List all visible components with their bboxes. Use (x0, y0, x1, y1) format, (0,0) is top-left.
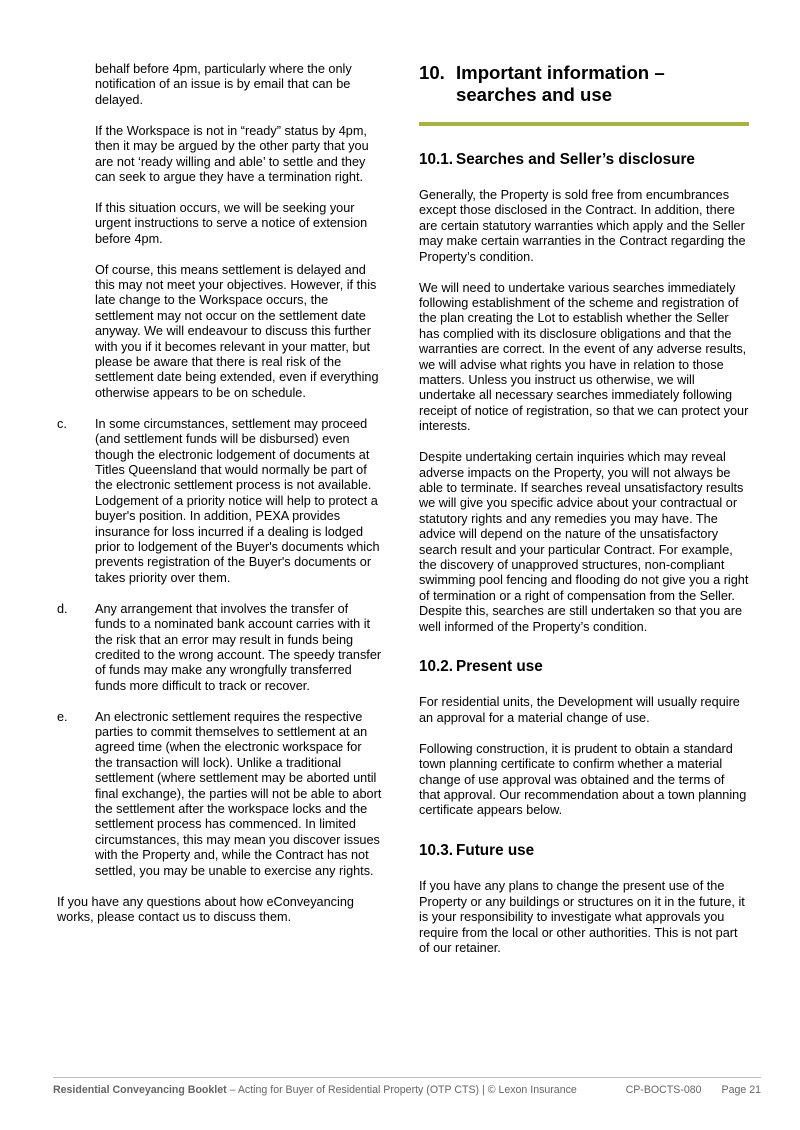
paragraph: If this situation occurs, we will be seeking your urgent instructions to serve a notice of extension before 4pm. (95, 200, 368, 246)
list-item (57, 417, 382, 586)
right-column (419, 62, 749, 972)
paragraph: behalf before 4pm, particularly where the only notification of an issue is by email that can be delayed. (95, 62, 352, 107)
paragraph: Despite undertaking certain inquiries which may reveal adverse impacts on the Property, you will not always be able to terminate. If searches reveal unsatisfactory results we will give you specific advice about your contractual or statutory rights and any remedies you may have. The advice will depend on the nature of the unsatisfactory search result and your particular Contract. For example, the discovery of unapproved structures, non-compliant swimming pool fencing and flooding do not give you a right of termination or a right of compensation from the Seller. Despite this, searches are still undertaken so that you are well informed of the Property’s condition. (419, 450, 749, 634)
subsection-number: 10.1. (419, 151, 454, 168)
paragraph: Generally, the Property is sold free from encumbrances except those disclosed in the Contract. In addition, there are certain statutory warranties which apply and the Seller may make certain warranties in the Contract regarding the Property’s condition. (419, 188, 746, 264)
list-item (57, 602, 382, 694)
footer-divider (53, 1077, 761, 1078)
subsection-title: Future use (456, 842, 535, 860)
paragraph: If you have any plans to change the present use of the Property or any buildings or structures on it in the future, it is your responsibility to investigate what approvals you require from the local or other authorities. This is not part of our retainer. (419, 879, 745, 955)
subsection-title: Searches and Seller’s disclosure (456, 151, 695, 168)
page-number: Page 21 (721, 1084, 761, 1096)
paragraph: We will need to undertake various searches immediately following establishment of the scheme and registration of the plan creating the Lot to establish whether the Seller has complied with its disclosure obligations and that the warranties are correct. In the event of any adverse results, we will advise what rights you have in relation to those matters. Unless you instruct us otherwise, we will undertake all necessary searches immediately following receipt of notice of registration, so that we can protect your interests. (419, 280, 749, 434)
footer-title (53, 1084, 577, 1096)
section-heading (419, 62, 749, 106)
section-number: 10. (419, 62, 445, 83)
subsection-heading (419, 842, 749, 860)
closing-paragraph: If you have any questions about how eConveyancing works, please contact us to discuss them. (57, 894, 354, 924)
list-item (57, 710, 382, 879)
section-title: Important information – searches and use (456, 62, 665, 105)
list-item-text: An electronic settlement requires the respective parties to commit themselves to settlement at an agreed time (when the electronic workspace for the transaction will lock). Unlike a traditional settlement (where settlement may be aborted until final exchange), the parties will not be able to abort the settlement after the workspace locks and the settlement process has commenced. In limited circumstances, this may mean you discover issues with the Property and, while the Contract has not settled, you may be unable to exercise any rights. (95, 709, 382, 878)
left-column (57, 62, 382, 941)
subsection-title: Present use (456, 658, 543, 676)
footer-subtitle: – Acting for Buyer of Residential Property (OTP CTS) | © Lexon Insurance (226, 1084, 577, 1096)
paragraph: Following construction, it is prudent to obtain a standard town planning certificate to confirm whether a material change of use approval was obtained and the terms of that approval. Our recommendation about a town planning certificate appears below. (419, 741, 747, 818)
footer-meta (626, 1084, 761, 1096)
paragraph: Of course, this means settlement is delayed and this may not meet your objectives. However, if this late change to the Workspace occurs, the settlement may not occur on the settlement date anyway. We will endeavour to discuss this further with you if it becomes relevant in your matter, but please be aware that there is real risk of the settlement date being extended, even if everything otherwise appears to be on schedule. (95, 262, 379, 400)
list-item-text: In some circumstances, settlement may proceed (and settlement funds will be disbursed) even though the electronic lodgement of documents at Titles Queensland that would normally be part of the electronic settlement process is not available. Lodgement of a priority notice will help to protect a buyer's position. In addition, PEXA provides insurance for loss incurred if a dealing is lodged prior to lodgement of the Buyer's documents which prevents registration of the Buyer's documents or takes priority over them. (95, 416, 380, 585)
subsection-number: 10.2. (419, 658, 454, 676)
subsection-heading (419, 151, 749, 169)
heading-rule (419, 122, 749, 126)
list-marker: e. (57, 709, 68, 724)
footer-booklet-name: Residential Conveyancing Booklet (53, 1084, 227, 1096)
subsection-number: 10.3. (419, 842, 454, 860)
list-marker: c. (57, 416, 67, 431)
paragraph: If the Workspace is not in “ready” status by 4pm, then it may be argued by the other party that you are not ‘ready willing and able’ to settle and they can seek to argue they have a termination right. (95, 123, 369, 184)
list-item-text: Any arrangement that involves the transfer of funds to a nominated bank account carries with it the risk that an error may result in funds being credited to the wrong account. The speedy transfer of funds may make any wrongfully transferred funds more difficult to track or recover. (95, 601, 382, 693)
subsection-heading (419, 658, 749, 676)
document-code: CP-BOCTS-080 (625, 1084, 702, 1096)
list-marker: d. (57, 601, 68, 616)
paragraph: For residential units, the Development will usually require an approval for a material change of use. (419, 695, 740, 725)
